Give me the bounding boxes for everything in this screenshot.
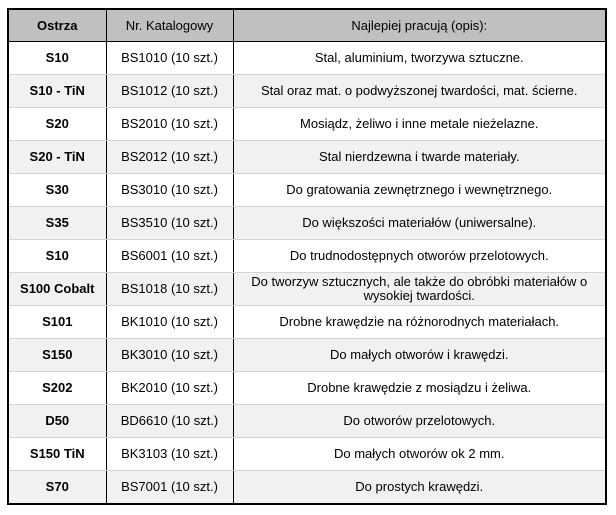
blade-cell: S70 [8,471,106,505]
catalog-cell: BD6610 (10 szt.) [106,405,233,438]
description-cell: Do gratowania zewnętrznego i wewnętrznego. [233,174,606,207]
catalog-cell: BS3510 (10 szt.) [106,207,233,240]
table-row [8,42,606,75]
description-cell: Do prostych krawędzi. [233,471,606,505]
description-cell: Do małych otworów ok 2 mm. [233,438,606,471]
description-cell: Stal, aluminium, tworzywa sztuczne. [233,42,606,75]
blade-cell: S20 - TiN [8,141,106,174]
description-cell: Drobne krawędzie z mosiądzu i żeliwa. [233,372,606,405]
table-row [8,141,606,174]
table-row [8,471,606,505]
blade-cell: S101 [8,306,106,339]
catalog-cell: BS1018 (10 szt.) [106,273,233,306]
blade-cell: S150 TiN [8,438,106,471]
blade-cell: S20 [8,108,106,141]
catalog-cell: BS3010 (10 szt.) [106,174,233,207]
table-row [8,339,606,372]
blade-cell: S10 [8,42,106,75]
blade-cell: S150 [8,339,106,372]
table-row [8,273,606,306]
catalog-cell: BK2010 (10 szt.) [106,372,233,405]
table-row [8,405,606,438]
catalog-cell: BS7001 (10 szt.) [106,471,233,505]
header-description: Najlepiej pracują (opis): [233,9,606,42]
table-row [8,240,606,273]
header-catalog-number: Nr. Katalogowy [106,9,233,42]
blade-cell: S10 - TiN [8,75,106,108]
blade-cell: D50 [8,405,106,438]
table-body [8,42,606,505]
description-cell: Stal nierdzewna i twarde materiały. [233,141,606,174]
table-row [8,108,606,141]
table-row [8,438,606,471]
blade-cell: S30 [8,174,106,207]
blade-cell: S202 [8,372,106,405]
table-row [8,207,606,240]
blade-catalog-table-container [7,8,607,505]
description-cell: Mosiądz, żeliwo i inne metale nieżelazne. [233,108,606,141]
catalog-cell: BS2010 (10 szt.) [106,108,233,141]
catalog-cell: BS1012 (10 szt.) [106,75,233,108]
blade-catalog-table [7,8,607,505]
description-cell: Do trudnodostępnych otworów przelotowych. [233,240,606,273]
catalog-cell: BK1010 (10 szt.) [106,306,233,339]
catalog-cell: BS6001 (10 szt.) [106,240,233,273]
table-row [8,372,606,405]
catalog-cell: BK3103 (10 szt.) [106,438,233,471]
description-cell: Drobne krawędzie na różnorodnych materiałach. [233,306,606,339]
catalog-cell: BS1010 (10 szt.) [106,42,233,75]
header-row [8,9,606,42]
table-row [8,174,606,207]
blade-cell: S100 Cobalt [8,273,106,306]
blade-cell: S35 [8,207,106,240]
description-cell: Do małych otworów i krawędzi. [233,339,606,372]
blade-cell: S10 [8,240,106,273]
description-cell: Do otworów przelotowych. [233,405,606,438]
catalog-cell: BS2012 (10 szt.) [106,141,233,174]
description-cell: Do większości materiałów (uniwersalne). [233,207,606,240]
description-cell: Do tworzyw sztucznych, ale także do obróbki materiałów o wysokiej twardości. [233,273,606,306]
description-cell: Stal oraz mat. o podwyższonej twardości, mat. ścierne. [233,75,606,108]
table-row [8,75,606,108]
header-blade: Ostrza [8,9,106,42]
table-header [8,9,606,42]
catalog-cell: BK3010 (10 szt.) [106,339,233,372]
table-row [8,306,606,339]
